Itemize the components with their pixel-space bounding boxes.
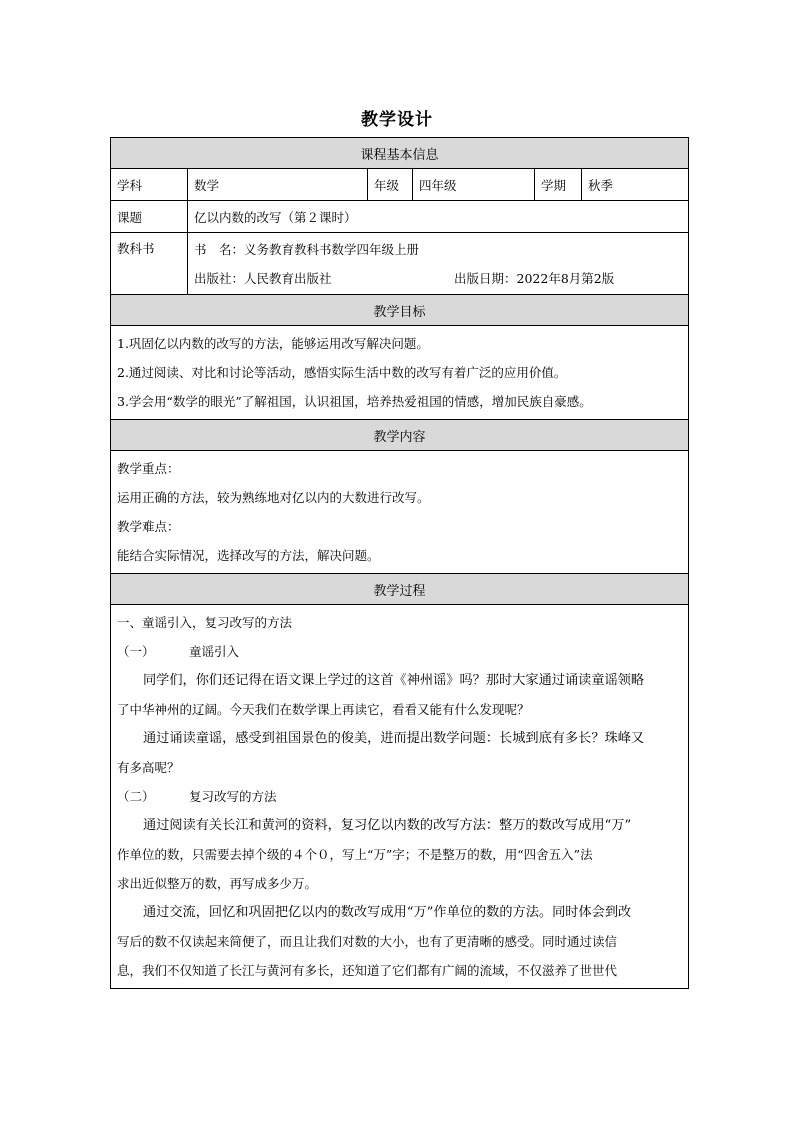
process-header: 教学过程 — [111, 574, 689, 605]
process-header-row — [111, 574, 689, 605]
basic-info-header: 课程基本信息 — [111, 138, 689, 169]
objective-item: 3.学会用“数学的眼光”了解祖国，认识祖国，培养热爱祖国的情感，增加民族自豪感。 — [117, 394, 592, 409]
subsection-title: 童谣引入 — [189, 644, 240, 659]
paragraph-line: 写后的数不仅读起来简便了，而且让我们对数的大小，也有了更清晰的感受。同时通过读信 — [117, 934, 618, 949]
page-title: 教学设计 — [361, 110, 433, 130]
paragraph-line: 通过诵读童谣，感受到祖国景色的俊美，进而提出数学问题：长城到底有多长？珠峰又 — [143, 731, 645, 746]
book-name: 义务教育教科书数学四年级上册 — [244, 241, 420, 257]
book-name-line — [194, 235, 682, 264]
textbook-row — [111, 233, 689, 295]
subsection-number: （一） — [117, 644, 155, 659]
textbook-info — [188, 233, 689, 295]
content-row — [111, 451, 689, 574]
paragraph-line: 作单位的数，只需要去掉个级的４个０，写上“万”字；不是整万的数，用“四舍五入”法 — [117, 847, 593, 862]
subject-row — [111, 169, 689, 201]
difficulty-text: 能结合实际情况，选择改写的方法，解决问题。 — [117, 548, 380, 563]
paragraph-line: 了中华神州的辽阔。今天我们在数学课上再读它，看看又能有什么发现呢？ — [117, 702, 530, 717]
topic-label: 课题 — [111, 201, 188, 233]
pub-date-label: 出版日期： — [454, 270, 517, 286]
process-row — [111, 605, 689, 989]
subject-value: 数学 — [188, 169, 368, 201]
pub-date-group — [454, 264, 614, 293]
paragraph-line: 通过阅读有关长江和黄河的资料，复习亿以内数的改写方法：整万的数改写成用“万” — [143, 818, 632, 833]
objective-item: 2.通过阅读、对比和讨论等活动，感悟实际生活中数的改写有着广泛的应用价值。 — [117, 365, 567, 380]
key-point-text: 运用正确的方法，较为熟练地对亿以内的大数进行改写。 — [117, 490, 430, 505]
textbook-label: 教科书 — [111, 233, 188, 295]
publisher-label: 出版社： — [194, 270, 245, 286]
section-title: 一、童谣引入，复习改写的方法 — [117, 615, 293, 630]
objectives-header: 教学目标 — [111, 295, 689, 326]
subsection-number: （二） — [117, 789, 155, 804]
term-value: 秋季 — [582, 169, 689, 201]
publisher-line — [194, 264, 682, 293]
grade-label: 年级 — [368, 169, 413, 201]
paragraph-line: 有多高呢？ — [117, 760, 180, 775]
objectives-row — [111, 326, 689, 420]
paragraph-line: 求出近似整万的数，再写成多少万。 — [117, 876, 318, 891]
objectives-header-row — [111, 295, 689, 326]
content-header-row — [111, 420, 689, 451]
paragraph-line: 息，我们不仅知道了长江与黄河有多长，还知道了它们都有广阔的流域，不仅滋养了世世代 — [117, 963, 618, 978]
difficulty-label: 教学难点： — [117, 519, 180, 534]
subsection-heading — [117, 637, 682, 666]
objectives-cell — [111, 326, 689, 420]
subsection-heading — [117, 782, 682, 811]
topic-value: 亿以内数的改写（第２课时） — [188, 201, 689, 233]
term-label: 学期 — [535, 169, 582, 201]
paragraph-line: 同学们，你们还记得在语文课上学过的这首《神州谣》吗？那时大家通过诵读童谣领略 — [143, 673, 645, 688]
subsection-title: 复习改写的方法 — [189, 789, 277, 804]
process-cell — [111, 605, 689, 989]
lesson-plan-table — [110, 137, 689, 989]
topic-row — [111, 201, 689, 233]
objective-item: 1.巩固亿以内数的改写的方法，能够运用改写解决问题。 — [117, 336, 429, 351]
subject-label: 学科 — [111, 169, 188, 201]
basic-info-header-row — [111, 138, 689, 169]
content-cell — [111, 451, 689, 574]
publisher: 人民教育出版社 — [244, 270, 332, 286]
grade-value: 四年级 — [413, 169, 535, 201]
content-header: 教学内容 — [111, 420, 689, 451]
key-point-label: 教学重点： — [117, 461, 180, 476]
book-name-label: 书 名： — [194, 241, 245, 257]
paragraph-line: 通过交流，回忆和巩固把亿以内的数改写成用“万”作单位的数的方法。同时体会到改 — [143, 905, 632, 920]
pub-date: 2022年8月第2版 — [516, 270, 615, 286]
